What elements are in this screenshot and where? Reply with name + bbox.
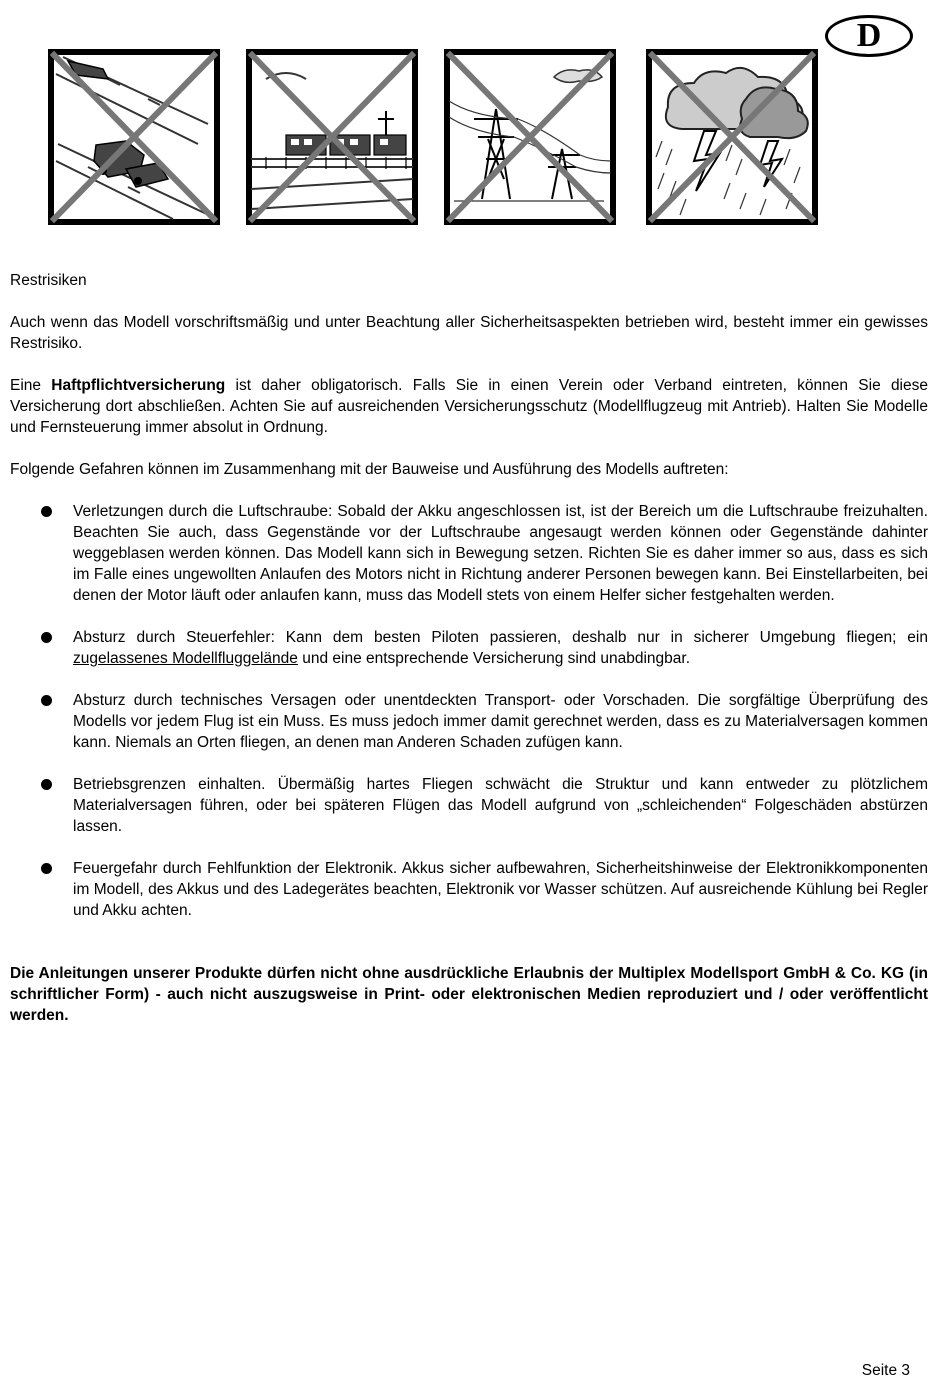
language-letter: D <box>856 17 882 54</box>
bullet-icon <box>41 779 52 790</box>
no-flying-near-power-lines-icon <box>444 49 616 225</box>
bullet-icon <box>41 863 52 874</box>
insurance-paragraph <box>10 375 928 438</box>
hazard-text-after: und eine entsprechende Versicherung sind unabdingbar. <box>297 650 691 667</box>
insurance-bold-term: Haftpflichtversicherung <box>51 377 226 394</box>
no-flying-over-railway-icon <box>246 49 418 225</box>
hazard-text-before: Absturz durch Steuerfehler: Kann dem besten Piloten passieren, deshalb nur in sicherer Umgebung fliegen; ein <box>73 629 928 646</box>
main-content <box>10 270 928 1026</box>
warning-pictogram-row <box>0 49 950 227</box>
page-number: Seite 3 <box>861 1362 910 1379</box>
hazard-item-propeller <box>10 501 928 606</box>
hazard-item-technical-failure <box>10 690 928 753</box>
bullet-icon <box>41 632 52 643</box>
hazard-item-operating-limits <box>10 774 928 837</box>
no-flying-in-thunderstorm-icon <box>646 49 818 225</box>
insurance-suffix: ist daher obligatorisch. Falls Sie in einen Verein oder Verband eintreten, können Sie diese Versicherung dort abschließen. Achten Sie auf ausreichenden Versicherungsschutz (Modellflugzeug mit Antrieb). Halten Sie Modelle und Fernsteuerung immer absolut in Ordnung. <box>10 377 928 436</box>
hazard-text: Absturz durch technisches Versagen oder unentdeckten Transport- oder Vorschaden. Die sorgfältige Überprüfung des Modells vor jedem Flug ist ein Muss. Es muss jedoch immer damit gerechnet werden, dass es zu Materialversagen kommen kann. Niemals an Orten fliegen, an denen man Anderen Schaden zufügen kann. <box>73 692 928 751</box>
legal-notice: Die Anleitungen unserer Produkte dürfen nicht ohne ausdrückliche Erlaubnis der Multiplex Modellsport GmbH & Co. KG (in schriftlicher Form) - auch nicht auszugsweise in Print- oder elektronischen Medien reproduziert und / oder veröffentlicht werden. <box>10 965 928 1024</box>
bullet-icon <box>41 506 52 517</box>
hazards-intro: Folgende Gefahren können im Zusammenhang mit der Bauweise und Ausführung des Modells auftreten: <box>10 461 729 478</box>
hazard-list <box>10 501 928 921</box>
intro-paragraph: Auch wenn das Modell vorschriftsmäßig und unter Beachtung aller Sicherheitsaspekten betrieben wird, besteht immer ein gewisses Restrisiko. <box>10 314 928 352</box>
hazard-text: Feuergefahr durch Fehlfunktion der Elektronik. Akkus sicher aufbewahren, Sicherheitshinweise der Elektronikkomponenten im Modell, des Akkus und des Ladegerätes beachten, Elektronik vor Wasser schützen. Auf ausreichende Kühlung bei Regler und Akku achten. <box>73 860 928 919</box>
hazard-item-fire <box>10 858 928 921</box>
bullet-icon <box>41 695 52 706</box>
hazard-underlined-term: zugelassenes Modellfluggelände <box>73 650 298 667</box>
hazard-text: Verletzungen durch die Luftschraube: Sobald der Akku angeschlossen ist, ist der Bereich um die Luftschraube freizuhalten. Beachten Sie auch, dass Gegenstände vor der Luftschraube angesaugt werden können oder Gegenstände dahinter weggeblasen werden können. Das Modell kann sich in Bewegung setzen. Richten Sie es daher immer so aus, dass es sich im Falle eines ungewollten Anlaufen des Motors nicht in Richtung anderer Personen bewegen kann. Bei Einstellarbeiten, bei denen der Motor läuft oder anlaufen kann, muss das Modell stets von einem Helfer sicher festgehalten werden. <box>73 503 928 604</box>
hazard-item-control-error <box>10 627 928 669</box>
insurance-prefix: Eine <box>10 377 52 394</box>
section-heading: Restrisiken <box>10 272 87 289</box>
hazard-text: Betriebsgrenzen einhalten. Übermäßig hartes Fliegen schwächt die Struktur und kann entweder zu plötzlichem Materialversagen führen, oder bei späteren Flügen das Modell aufgrund von „schleichenden“ Folgeschäden abstürzen lassen. <box>73 776 928 835</box>
no-flying-over-roads-icon <box>48 49 220 225</box>
